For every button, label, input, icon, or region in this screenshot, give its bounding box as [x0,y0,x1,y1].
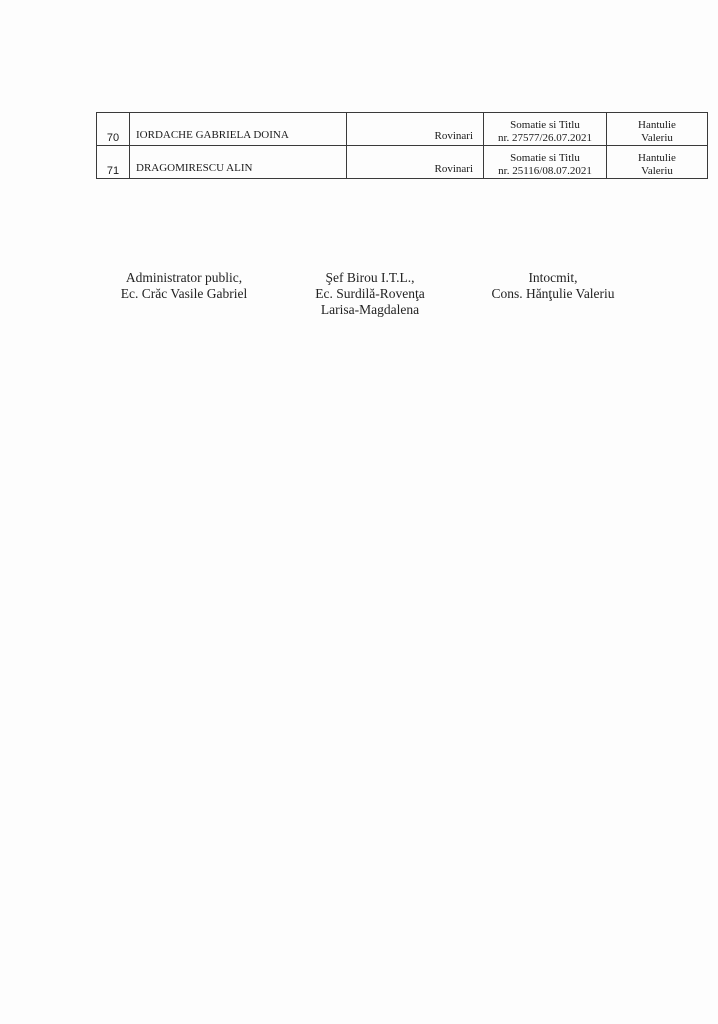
signature-block [0,270,718,350]
agent-surname: Hantulie [638,119,676,131]
signature-person: Ec. Surdilă-Rovenţa [315,286,425,301]
document-number: nr. 25116/08.07.2021 [498,165,592,177]
agent-firstname: Valeriu [641,165,673,177]
document-reference [484,113,607,146]
signature-role: Intocmit, [528,270,578,285]
table-row [97,146,708,179]
signature-person: Cons. Hănţulie Valeriu [491,286,615,301]
signature-role: Şef Birou I.T.L., [325,270,415,285]
locality: Rovinari [347,113,484,146]
signature-person: Ec. Crăc Vasile Gabriel [120,286,248,301]
signature-administrator [100,270,268,302]
locality: Rovinari [347,146,484,179]
debtor-name: DRAGOMIRESCU ALIN [130,146,347,179]
debtor-name: IORDACHE GABRIELA DOINA [130,113,347,146]
signature-itl-head [290,270,450,318]
document-reference [484,146,607,179]
signature-role: Administrator public, [125,270,243,285]
agent-surname: Hantulie [638,152,676,164]
document-type: Somatie si Titlu [510,152,580,164]
agent [607,146,708,179]
signature-prepared-by [478,270,628,302]
table-row [97,113,708,146]
records-table [96,112,708,179]
row-number: 71 [97,146,130,179]
document-number: nr. 27577/26.07.2021 [497,132,593,144]
agent-firstname: Valeriu [641,132,673,144]
document-type: Somatie si Titlu [510,119,580,131]
agent [607,113,708,146]
row-number: 70 [97,113,130,146]
signature-person-cont: Larisa-Magdalena [320,302,420,317]
